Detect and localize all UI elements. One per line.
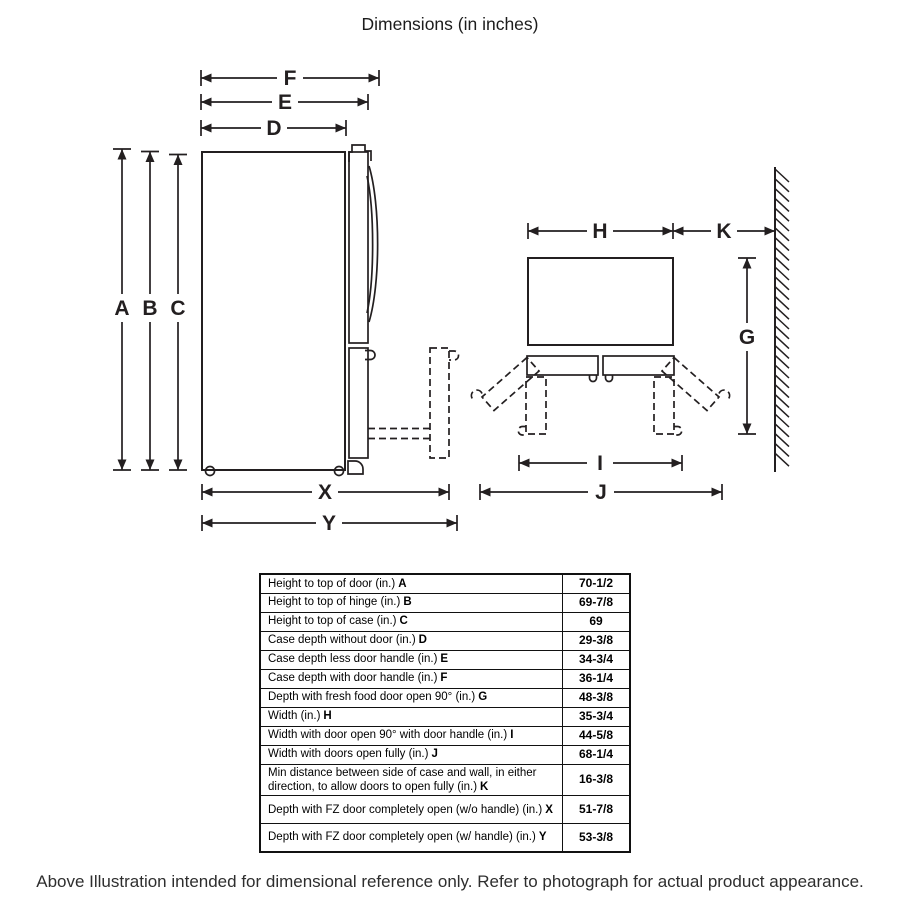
dim-K [673, 220, 775, 243]
dim-E [201, 91, 368, 114]
side-case-outline [202, 152, 345, 470]
wall-hatching [775, 169, 789, 466]
dim-label-I: I [597, 452, 603, 475]
left-door-handle [590, 375, 597, 382]
dim-label-K: K [716, 220, 732, 243]
table-row: Height to top of hinge (in.) B 69-7/8 [260, 593, 630, 612]
dim-label-H: H [592, 220, 608, 243]
table-row: Depth with FZ door completely open (w/o handle) (in.) X 51-7/8 [260, 796, 630, 824]
dim-F [201, 67, 379, 90]
dim-label-G: G [738, 326, 756, 349]
dim-A [113, 149, 131, 470]
table-row: Min distance between side of case and wall, in either direction, to allow doors to open fully (in.) K 16-3/8 [260, 764, 630, 796]
left-door-open-90-handle [518, 427, 526, 436]
freezer-door-open-outline [430, 348, 449, 458]
top-view-refrigerator [527, 258, 674, 382]
dim-label-D: D [266, 117, 282, 140]
dim-Y [202, 512, 457, 535]
fresh-food-door [349, 152, 368, 343]
right-door-open-90-handle [674, 427, 682, 436]
table-row: Depth with FZ door completely open (w/ handle) (in.) Y 53-3/8 [260, 824, 630, 852]
right-door-open-90 [654, 377, 674, 434]
left-door-open-fully [482, 358, 539, 411]
right-door-open-fully [662, 358, 719, 411]
table-row: Case depth less door handle (in.) E 34-3/4 [260, 650, 630, 669]
table-row: Width with door open 90° with door handle (in.) I 44-5/8 [260, 726, 630, 745]
right-door-open-fully-handle [719, 390, 730, 400]
freezer-handle [365, 351, 375, 360]
dim-label-F: F [283, 67, 297, 90]
dim-label-E: E [277, 91, 293, 114]
page-title: Dimensions (in inches) [361, 14, 539, 34]
table-row: Width (in.) H 35-3/4 [260, 707, 630, 726]
dim-label-Y: Y [321, 512, 337, 535]
dimensions-table [259, 573, 631, 853]
dim-label-B: B [142, 297, 158, 320]
table-row: Case depth without door (in.) D 29-3/8 [260, 631, 630, 650]
dim-label-X: X [317, 481, 333, 504]
table-row: Depth with fresh food door open 90° (in.) G 48-3/8 [260, 688, 630, 707]
dim-I [519, 452, 682, 475]
freezer-door-open-dashed [368, 348, 459, 458]
dim-label-J: J [595, 481, 607, 504]
left-door-open-fully-handle [471, 390, 482, 400]
dim-H [528, 220, 673, 243]
dim-C [169, 155, 187, 471]
table-row: Height to top of door (in.) A 70-1/2 [260, 574, 630, 593]
dim-G [738, 258, 756, 434]
table-row: Case depth with door handle (in.) F 36-1/4 [260, 669, 630, 688]
door-foot [348, 461, 363, 474]
dim-label-A: A [114, 297, 130, 320]
top-view-doors-open-dashed [471, 358, 729, 436]
dim-B [141, 152, 159, 471]
freezer-door [349, 348, 368, 458]
wall [775, 167, 789, 472]
dim-label-C: C [170, 297, 186, 320]
left-door-open-90 [526, 377, 546, 434]
dim-X [202, 481, 449, 504]
table-row: Height to top of case (in.) C 69 [260, 612, 630, 631]
dim-D [201, 117, 346, 140]
freezer-door-open-handle [449, 351, 459, 360]
disclaimer-text: Above Illustration intended for dimensional reference only. Refer to photograph for actual product appearance. [36, 872, 864, 891]
right-door-handle [606, 375, 613, 382]
top-case-outline [528, 258, 673, 345]
side-view-refrigerator [202, 145, 378, 476]
table-row: Width with doors open fully (in.) J 68-1/4 [260, 745, 630, 764]
dim-J [480, 481, 722, 504]
